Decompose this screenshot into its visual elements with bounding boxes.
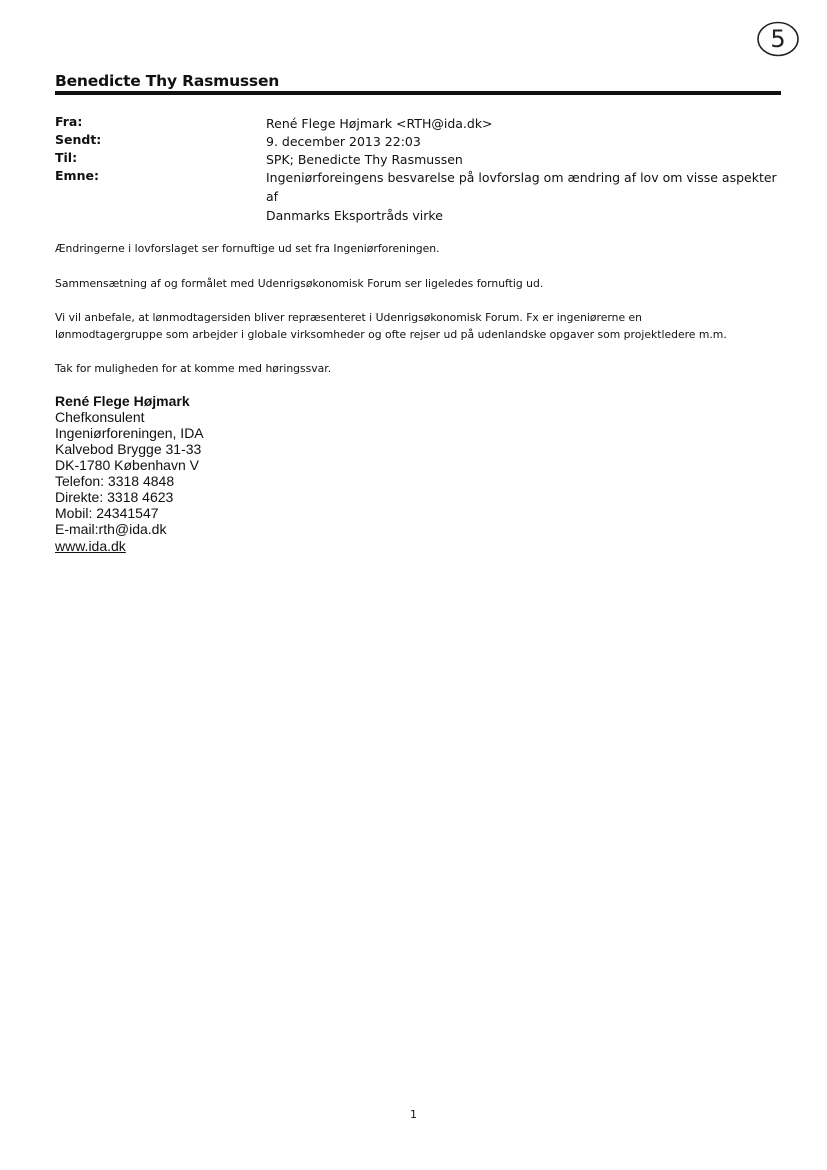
body-paragraph-4: Tak for muligheden for at komme med høringssvar. — [55, 362, 332, 375]
signature-title: Chefkonsulent — [55, 409, 145, 425]
body-paragraph-3-line-2: lønmodtagergruppe som arbejder i globale virksomheder og ofte rejser ud på udenlandske opgaver som projektledere m.m. — [55, 328, 727, 341]
page-footer-number: 1 — [410, 1108, 417, 1121]
body-paragraph-3 — [55, 309, 775, 343]
body-paragraph-1: Ændringerne i lovforslaget ser fornuftige ud set fra Ingeniørforeningen. — [55, 242, 440, 255]
sent-value: 9. december 2013 22:03 — [266, 134, 421, 149]
signature-mobile: Mobil: 24341547 — [55, 505, 159, 521]
signature-organization: Ingeniørforeningen, IDA — [55, 425, 204, 441]
signature-email: E-mail:rth@ida.dk — [55, 521, 167, 537]
sent-label: Sendt: — [55, 132, 102, 147]
signature-phone: Telefon: 3318 4848 — [55, 473, 175, 489]
signature-city: DK-1780 København V — [55, 457, 199, 473]
signature-name: René Flege Højmark — [55, 393, 190, 409]
body-paragraph-3-line-1: Vi vil anbefale, at lønmodtagersiden bliver repræsenteret i Udenrigsøkonomisk Forum. Fx er ingeniørerne en — [55, 311, 643, 324]
signature-street: Kalvebod Brygge 31-33 — [55, 441, 202, 457]
subject-value — [266, 168, 786, 225]
mailbox-owner-name: Benedicte Thy Rasmussen — [55, 72, 280, 90]
subject-label: Emne: — [55, 168, 99, 183]
header-divider — [55, 91, 781, 95]
from-value: René Flege Højmark <RTH@ida.dk> — [266, 116, 493, 131]
handwritten-page-marker: 5 — [770, 25, 786, 53]
to-value: SPK; Benedicte Thy Rasmussen — [266, 152, 463, 167]
to-label: Til: — [55, 150, 78, 165]
page-number-circle — [756, 20, 800, 58]
subject-line-2: Danmarks Eksportråds virke — [266, 208, 443, 223]
signature-direct-phone: Direkte: 3318 4623 — [55, 489, 174, 505]
from-label: Fra: — [55, 114, 83, 129]
signature-website-link[interactable]: www.ida.dk — [55, 538, 126, 554]
body-paragraph-2: Sammensætning af og formålet med Udenrigsøkonomisk Forum ser ligeledes fornuftig ud. — [55, 277, 544, 290]
subject-line-1: Ingeniørforeingens besvarelse på lovforslag om ændring af lov om visse aspekter af — [266, 170, 777, 204]
